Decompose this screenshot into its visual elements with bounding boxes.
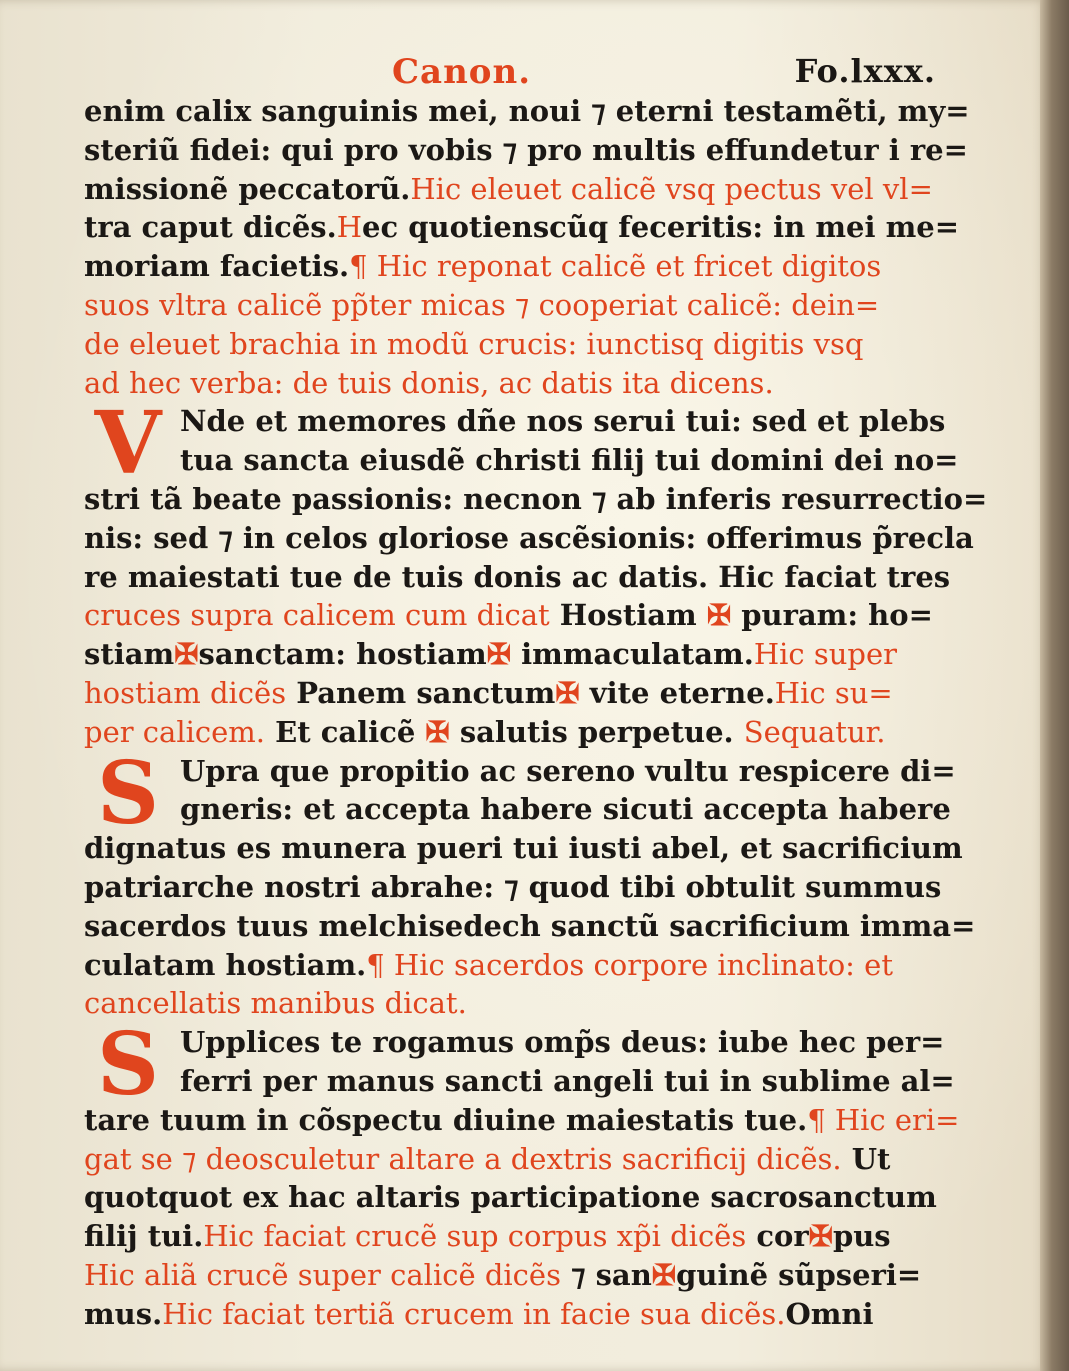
text-line: [84, 829, 963, 868]
cross-icon: ✠: [706, 598, 732, 633]
text-line: [84, 596, 933, 635]
body-text: Omni: [785, 1296, 874, 1331]
body-text: Upplices te rogamus omp̃s deus: iube hec per=: [180, 1025, 945, 1060]
body-text: ec quotienscũq feceritis: in mei me=: [362, 210, 960, 245]
text-line: [84, 1140, 914, 1179]
text-line: [84, 635, 914, 674]
rubric-text: de eleuet brachia in modũ crucis: iunctisq digitis vsq: [84, 326, 864, 361]
text-line: [84, 868, 942, 907]
rubric-text: gat se ⁊ deosculetur altare a dextris sacrificij dicẽs.: [84, 1141, 842, 1176]
rubric-text: Hic faciat crucẽ sup corpus xp̃i dicẽs: [203, 1219, 747, 1254]
text-section-1: [84, 92, 970, 402]
text-line: [84, 247, 914, 286]
cross-icon: ✠: [808, 1219, 833, 1254]
body-text: Panem sanctum: [286, 675, 556, 710]
body-text: enim calix sanguinis mei, noui ⁊ eterni testamẽti, my=: [84, 94, 970, 128]
rubric-text: Hic su=: [774, 675, 893, 710]
text-line: [84, 790, 951, 829]
text-line: [84, 131, 968, 170]
rubric-text: Hic super: [753, 637, 898, 672]
body-text: filij tui.: [84, 1219, 204, 1254]
text-line: [84, 674, 914, 713]
rubric-text: ¶ Hic reponat calicẽ et fricet digitos: [349, 249, 882, 284]
body-text: steriũ fidei: qui pro vobis ⁊ pro multis effundetur i re=: [84, 132, 968, 167]
page-header: [86, 52, 936, 96]
text-line: [84, 752, 956, 791]
text-line: [84, 170, 933, 209]
body-text: Nde et memores dñe nos serui tui: sed et plebs: [180, 404, 946, 439]
rubric-text: Hic aliã crucẽ super calicẽ dicẽs: [84, 1257, 561, 1292]
rubric-text: Sequatur.: [743, 714, 886, 749]
text-line: [84, 1023, 945, 1062]
body-text: pus: [832, 1219, 891, 1254]
text-line: [84, 713, 914, 752]
rubric-text: per calicem.: [84, 714, 266, 749]
text-line: [84, 907, 976, 946]
text-line: [84, 402, 946, 441]
body-text: sacerdos tuus melchisedech sanctũ sacrificium imma=: [84, 908, 976, 943]
rubric-text: ad hec verba: de tuis donis, ac datis ita dicens.: [84, 365, 774, 400]
body-text: gneris: et accepta habere sicuti accepta habere: [180, 792, 951, 827]
body-text: culatam hostiam.: [84, 947, 367, 982]
body-text: Hostiam: [549, 598, 707, 633]
text-line: [84, 1256, 922, 1295]
body-text: moriam facietis.: [84, 249, 350, 284]
body-text: salutis perpetue.: [449, 714, 744, 749]
body-text: quotquot ex hac altaris participatione sacrosanctum: [84, 1180, 937, 1215]
decorated-initial: S: [96, 1014, 160, 1116]
text-line: [84, 441, 959, 480]
text-section-3: [84, 742, 976, 1024]
body-text: Upra que propitio ac sereno vultu respicere di=: [180, 753, 956, 788]
cross-icon: ✠: [486, 637, 512, 672]
rubric-text: ¶ Hic sacerdos corpore inclinato: et: [366, 947, 893, 982]
cross-icon: ✠: [555, 675, 580, 710]
body-text: tare tuum in cõspectu diuine maiestatis tue.: [84, 1102, 808, 1137]
text-line: [84, 480, 988, 519]
text-line: [84, 558, 951, 597]
rubric-text: H: [336, 210, 362, 245]
body-text: cor: [746, 1219, 809, 1254]
text-line: [84, 1062, 955, 1101]
text-line: [84, 208, 960, 247]
rubric-text: ¶ Hic eri=: [807, 1102, 960, 1137]
body-text: immaculatam.: [511, 637, 754, 672]
decorated-initial: V: [94, 393, 162, 495]
text-line: [84, 1217, 914, 1256]
text-line: [84, 519, 974, 558]
text-line: [84, 1178, 937, 1217]
cross-icon: ✠: [174, 637, 199, 672]
text-line: [84, 325, 914, 364]
body-text: sanctam: hostiam: [198, 637, 487, 672]
text-line: [84, 92, 970, 131]
text-line: [84, 946, 914, 985]
main-text: [84, 92, 988, 1334]
text-line: [84, 1101, 960, 1140]
body-text: tua sancta eiusdẽ christi filij tui domini dei no=: [180, 443, 959, 478]
running-title: Canon.: [392, 52, 532, 92]
body-text: Et calicẽ: [265, 714, 426, 749]
text-section-4: [84, 1014, 960, 1333]
body-text: re maiestati tue de tuis donis ac datis. Hic faciat tres: [84, 559, 951, 594]
text-section-2: [84, 393, 988, 751]
body-text: Ut: [841, 1141, 891, 1176]
body-text: dignatus es munera pueri tui iusti abel, et sacrificium: [84, 831, 963, 866]
rubric-text: suos vltra calicẽ pp̃ter micas ⁊ cooperiat calicẽ: dein=: [84, 287, 880, 322]
body-text: mus.: [84, 1296, 163, 1331]
cross-icon: ✠: [425, 714, 450, 749]
body-text: vite eterne.: [579, 675, 775, 710]
rubric-text: cruces supra calicem cum dicat: [84, 598, 550, 633]
cross-icon: ✠: [651, 1257, 677, 1292]
rubric-text: cancellatis manibus dicat.: [84, 986, 467, 1021]
rubric-text: Hic eleuet calicẽ vsq pectus vel vl=: [410, 171, 933, 206]
folio-number: Fo.lxxx.: [794, 52, 936, 90]
body-text: stiam: [84, 637, 175, 672]
text-line: [84, 364, 914, 403]
page-edge: [1040, 0, 1069, 1371]
rubric-text: hostiam dicẽs: [84, 675, 287, 710]
body-text: guinẽ sũpseri=: [676, 1257, 922, 1292]
decorated-initial: S: [96, 742, 160, 844]
body-text: patriarche nostri abrahe: ⁊ quod tibi obtulit summus: [84, 869, 942, 904]
body-text: puram: ho=: [731, 598, 933, 633]
text-line: [84, 1295, 914, 1334]
body-text: stri tã beate passionis: necnon ⁊ ab inferis resurrectio=: [84, 481, 988, 516]
body-text: ferri per manus sancti angeli tui in sublime al=: [180, 1063, 955, 1098]
body-text: ⁊ san: [560, 1257, 652, 1292]
text-line: [84, 286, 914, 325]
body-text: nis: sed ⁊ in celos gloriose ascẽsionis: offerimus p̃recla: [84, 520, 974, 555]
body-text: tra caput dicẽs.: [84, 210, 337, 245]
text-line: [84, 984, 914, 1023]
rubric-text: Hic faciat tertiã crucem in facie sua dicẽs.: [162, 1296, 786, 1331]
body-text: missionẽ peccatorũ.: [84, 171, 411, 206]
